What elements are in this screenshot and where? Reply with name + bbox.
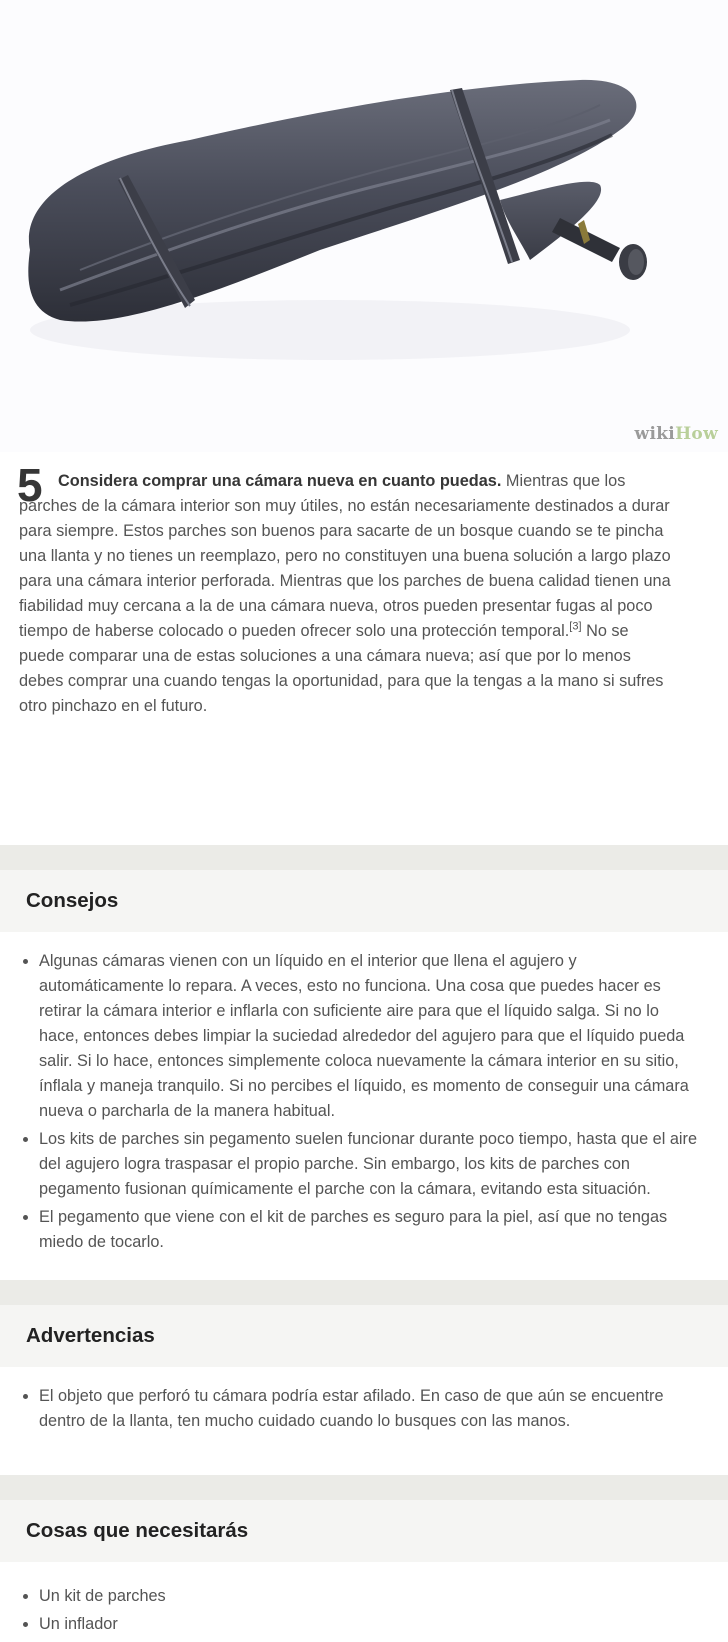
warnings-header <box>0 1305 728 1367</box>
warnings-list <box>18 1384 702 1434</box>
watermark-how: How <box>675 424 718 444</box>
section-gap <box>0 1280 728 1305</box>
things-title: Cosas que necesitarás <box>26 1519 249 1542</box>
warnings-body <box>0 1367 728 1475</box>
watermark-wiki: wiki <box>634 424 676 444</box>
list-item: • Algunas cámaras vienen con un líquido en el interior que llena el agujero y automáticamente lo repara. A veces, esto no funciona. Una cosa que puedes hacer es retirar la cámara interior e inflarla con suficiente aire para que el líquido salga. Si no lo hace, entonces debes limpiar la suciedad alrededor del agujero para que el líquido pueda salir. Si lo hace, entonces simplemente coloca nuevamente la cámara interior en su sitio, ínflala y maneja tranquilo. Si no percibes el líquido, es momento de conseguir una cámara nueva o parcharla de la manera habitual. <box>39 949 702 1124</box>
things-list <box>18 1584 702 1637</box>
tips-section <box>0 870 728 1280</box>
inner-tube-illustration <box>0 0 728 452</box>
list-item: • El pegamento que viene con el kit de parches es seguro para la piel, así que no tengas miedo de tocarlo. <box>39 1205 702 1255</box>
tips-title: Consejos <box>26 889 119 912</box>
warnings-title: Advertencias <box>26 1324 155 1347</box>
step-image[interactable] <box>0 0 728 452</box>
step-text <box>19 469 672 719</box>
step-body <box>0 452 728 719</box>
things-body <box>0 1562 728 1642</box>
citation-link[interactable]: [3] <box>569 620 582 633</box>
tips-list <box>18 949 702 1255</box>
list-item: • Un kit de parches <box>39 1584 702 1609</box>
step-lead: Considera comprar una cámara nueva en cuanto puedas. <box>58 472 502 490</box>
things-section <box>0 1500 728 1642</box>
section-gap <box>0 845 728 870</box>
tips-header <box>0 870 728 932</box>
step-description: Mientras que los parches de la cámara interior son muy útiles, no están necesariamente destinados a durar para siempre. Estos parches son buenos para sacarte de un bosque cuando se te pincha una llanta y no tienes un reemplazo, pero no constituyen una buena solución a largo plazo para una cámara interior perforada. Mientras que los parches de buena calidad tienen una fiabilidad muy cercana a la de una cámara nueva, otros pueden presentar fugas al poco tiempo de haberse colocado o pueden ofrecer solo una protección temporal. <box>19 472 671 640</box>
tips-body <box>0 932 728 1280</box>
step-number: 5 <box>17 459 43 511</box>
things-header <box>0 1500 728 1562</box>
section-gap <box>0 1475 728 1500</box>
step-description-continued: No se puede comparar una de estas soluciones a una cámara nueva; así que por lo menos debes comprar una cuando tengas la oportunidad, para que la tengas a la mano si sufres otro pinchazo en el futuro. <box>19 622 664 715</box>
list-item: • Los kits de parches sin pegamento suelen funcionar durante poco tiempo, hasta que el aire del agujero logra traspasar el propio parche. Sin embargo, los kits de parches con pegamento fusionan químicamente el parche con la cámara, evitando esta situación. <box>39 1127 702 1202</box>
list-item: • Un inflador <box>39 1612 702 1637</box>
warnings-section <box>0 1305 728 1475</box>
wikihow-watermark <box>635 424 718 444</box>
list-item: • El objeto que perforó tu cámara podría estar afilado. En caso de que aún se encuentre dentro de la llanta, ten mucho cuidado cuando lo busques con las manos. <box>39 1384 702 1434</box>
